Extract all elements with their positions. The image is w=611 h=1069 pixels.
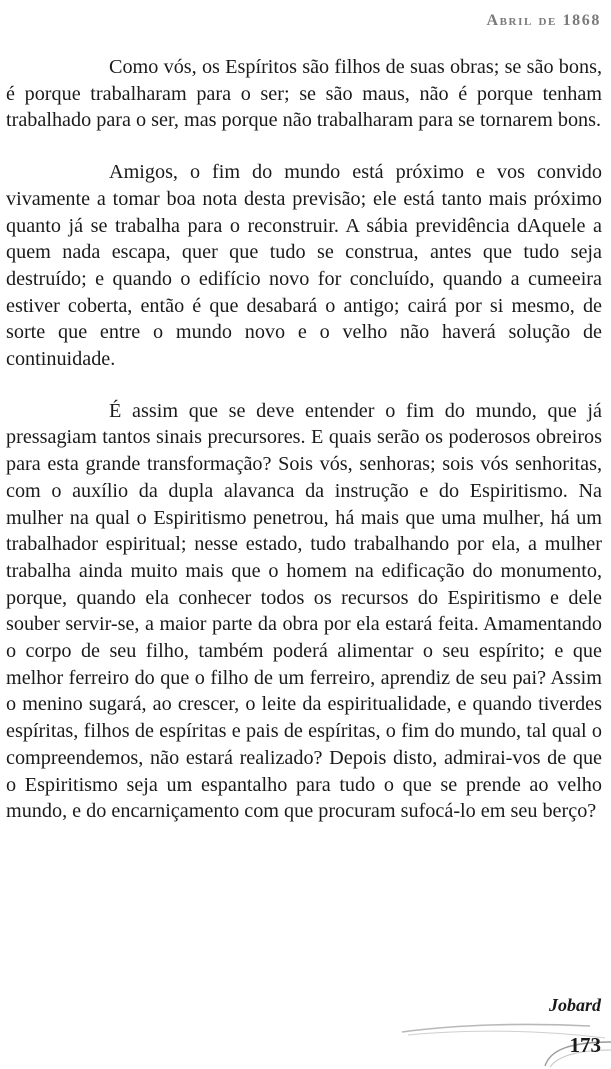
- paragraph-3: É assim que se deve entender o fim do mundo, que já pressagiam tantos sinais precursores. E quais serão os poderosos obreiros para esta grande transformação? Sois vós, senhoras; sois vós senhoritas, com o auxílio da dupla alavanca da instrução e do Espiritismo. Na mulher na qual o Espiritismo penetrou, há mais que uma mulher, há um trabalhador espiritual; nesse estado, tudo trabalhando por ela, a mulher trabalha ainda muito mais que o homem na edificação do monumento, porque, quando ela conhecer todos os recursos do Espiritismo e dele souber servir-se, a maior parte da obra por ela estará feita. Amamentando o corpo de seu filho, também poderá alimentar o seu espírito; e que melhor ferreiro do que o filho de um ferreiro, aprendiz de seu pai? Assim o menino sugará, ao crescer, o leite da espiritualidade, e quando tiverdes espíritas, filhos de espíritas e pais de espíritas, o fim do mundo, tal qual o compreendemos, não estará realizado? Depois disto, admirai-vos de que o Espiritismo seja um espantalho para tudo o que se prende ao velho mundo, e do encarniçamento com que procuram sufocá-lo em seu berço?: [6, 399, 602, 823]
- paragraph-2: Amigos, o fim do mundo está próximo e vos convido vivamente a tomar boa nota desta previsão; ele está tanto mais próximo quanto já se trabalha para o reconstruir. A sábia previdência dAquele a quem nada escapa, quer que tudo se construa, antes que tudo seja destruído; e quando o edifício novo for concluído, quando a cumeeira estiver coberta, então é que desabará o antigo; cairá por si mesmo, de sorte que entre o mundo novo e o velho não haverá solução de continuidade.: [6, 161, 602, 371]
- page-number: 173: [569, 1033, 601, 1057]
- author-signature: Jobard: [548, 995, 601, 1015]
- running-header: Abril de 1868: [486, 12, 601, 29]
- paragraph-1: Como vós, os Espíritos são filhos de suas obras; se são bons, é porque trabalharam para o ser; se são maus, não é porque tenham trabalhado para o ser, mas porque não trabalharam para se tornarem bons.: [6, 56, 602, 132]
- body-text: [6, 54, 602, 850]
